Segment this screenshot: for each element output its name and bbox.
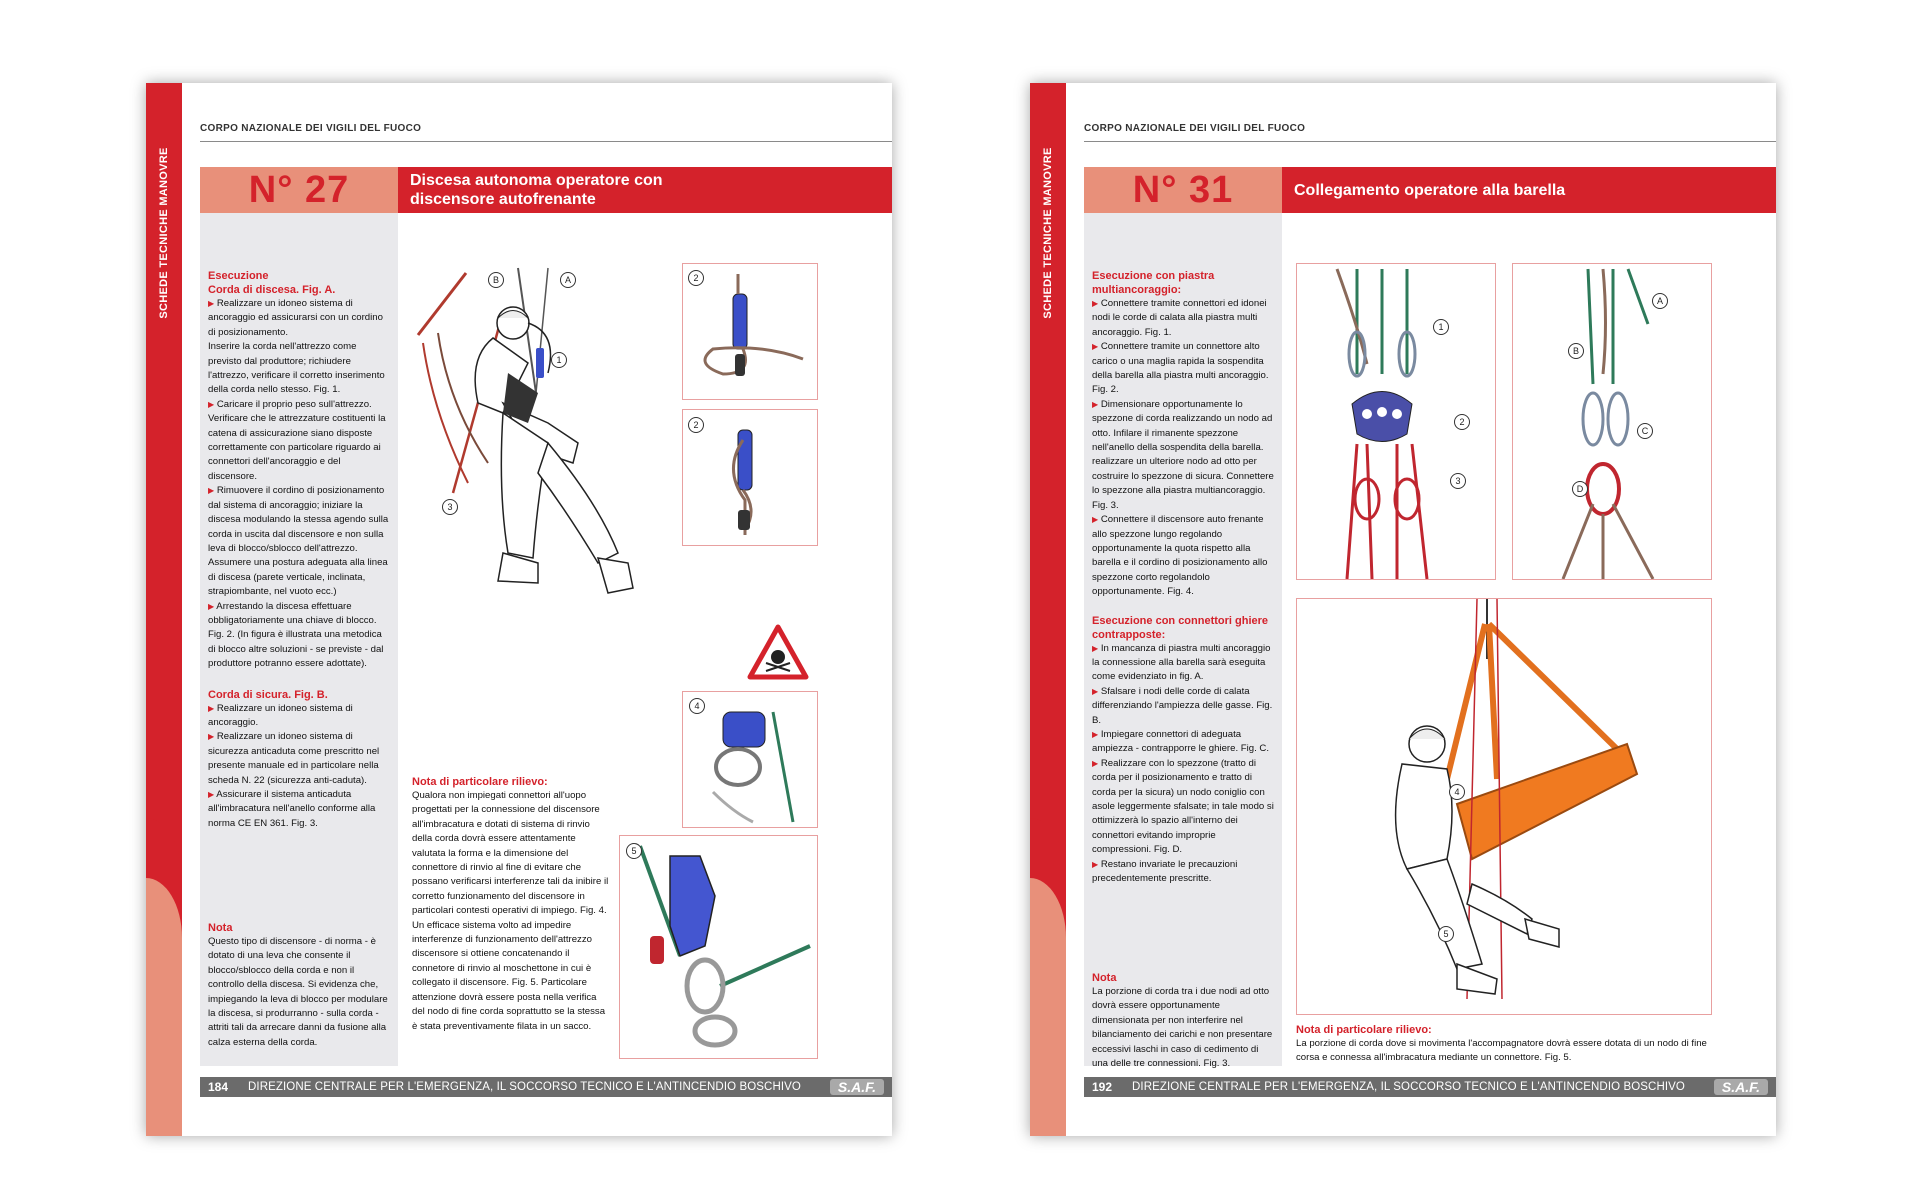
strip-label: SCHEDE TECNICHE MANOVRE [158,147,170,319]
nota-heading: Nota [208,922,233,934]
sheet-number: N° 27 [200,167,398,213]
list-item: ▶ In mancanza di piastra multi ancoraggio la connessione alla barella sarà eseguita come evidenziato in fig. A. [1092,642,1271,683]
section-subheading: Corda di discesa. Fig. A. [208,284,336,296]
figure-5-box [619,835,818,1059]
figure-label-2b: 2 [688,417,704,433]
list-item: ▶ Connettere tramite un connettore alto carico o una maglia rapida la sospendita della barella alla piastra multi ancoraggio. Fig. 2. [1092,341,1269,396]
figure-connectors-box [1512,263,1712,580]
side-strip-bottom [146,878,182,1136]
page-number: 184 [208,1080,229,1094]
figure-label-d: D [1572,481,1588,497]
warning-skull-icon [746,623,810,681]
saf-badge: S.A.F. [1714,1079,1768,1095]
nota-rilievo-heading: Nota di particolare rilievo: [1296,1024,1432,1036]
section-heading: Esecuzione con piastra multiancoraggio: [1092,270,1215,296]
figure-label-2: 2 [1454,414,1470,430]
footer-text: DIREZIONE CENTRALE PER L'EMERGENZA, IL SOCCORSO TECNICO E L'ANTINCENDIO BOSCHIVO [1132,1081,1685,1093]
page-number: 192 [1092,1080,1113,1094]
procedure-text [1092,269,1274,886]
list-item: ▶ Sfalsare i nodi delle corde di calata differenziando l'ampiezza delle gasse. Fig. B. [1092,685,1273,726]
list-item: ▶ Assicurare il sistema anticaduta all'imbracatura nell'anello conforme alla norma CE EN 361. Fig. 3. [208,789,376,829]
list-item: ▶ Realizzare un idoneo sistema di ancoraggio ed assicurarsi con un cordino di posizionamento. [208,298,383,338]
figure-label-1: 1 [1433,319,1449,335]
nota-rilievo-heading: Nota di particolare rilievo: [412,776,548,788]
nota-rilievo-text: La porzione di corda dove si movimenta l'accompagnatore dovrà essere dotata di un nodo di fine corsa e connessa all'imbracatura mediante un connettore. Fig. 5. [1296,1038,1707,1064]
list-item: ▶ Dimensionare opportunamente lo spezzone di corda realizzando un nodo ad otto. Infilare il rimanente spezzone nell'anello della sospendita della barella. realizzare un ulteriore nodo ad otto per costruire lo spezzone di sicura. Connettere lo spezzone alla piastra multiancoraggio. Fig. 3. [1092,398,1274,511]
strip-label: SCHEDE TECNICHE MANOVRE [1042,147,1054,319]
sheet-title: Collegamento operatore alla barella [1294,181,1566,199]
list-item: ▶ Arrestando la discesa effettuare obbligatoriamente una chiave di blocco. Fig. 2. (In figura è illustrata una metodica di blocco altre soluzioni - se previste - dal produttore potranno essere adottate). [208,600,384,670]
list-item: ▶ Caricare il proprio peso sull'attrezzo. Verificare che le attrezzature costituenti la catena di assicurazione siano disposte correttamente con particolare riguardo ai connettori dell'ancoraggio e del discensore. [208,398,386,482]
list-item: ▶ Connettere tramite connettori ed idonei nodi le corde di calata alla piastra multi ancoraggio. Fig. 1. [1092,298,1267,338]
nota-block [1092,971,1274,1071]
list-item: ▶ Impiegare connettori di adeguata ampiezza - contrapporre le ghiere. Fig. C. [1092,728,1270,755]
page-footer [1084,1077,1776,1097]
list-item: ▶ Realizzare un idoneo sistema di sicurezza anticaduta come prescritto nel presente manuale ed in particolare nella scheda N. 22 (sicurezza anti-caduta). [208,731,380,786]
sheet-number: N° 31 [1084,167,1282,213]
figure-label-3: 3 [442,499,458,515]
figure-label-4: 4 [689,698,705,714]
nota-rilievo-text: Qualora non impiegati connettori all'uopo progettati per la connessione del discensore all'imbracatura e dotati di sistema di rinvio della corda dovrà essere attentamente valutata la forma e la dimensione del connettore di rinvio al fine di evitare che possano verificarsi interferenze tali da inibire il corretto funzionamento del discensore in particolari contesti operativi di impiego. Fig. 4. Un efficace sistema volto ad impedire interferenze di funzionamento dell'attrezzo discensore si ottiene concatenando il connetore di rinvio al moschettone in cui è collegato il discensore. Fig. 5. Particolare attenzione dovrà essere posta nella verifica del nodo di fine corda soprattutto se la stessa è stata preventivamente filata in un sacco. [412,790,609,1032]
figure-label-5: 5 [626,843,642,859]
procedure-text [208,269,390,831]
left-page [146,83,892,1136]
saf-badge: S.A.F. [830,1079,884,1095]
page-header: CORPO NAZIONALE DEI VIGILI DEL FUOCO [200,123,422,134]
list-item: ▶ Connettere il discensore auto frenante allo spezzone lungo regolando opportunamente la quota rispetto alla barella e il cordino di posizionamento allo spezzone corto regolandolo opportunamente. Fig. 4. [1092,514,1268,598]
nota-text: La porzione di corda tra i due nodi ad otto dovrà essere opportunamente dimensionata per non interferire nel bilanciamento dei carichi e non presentare eccessivi laschi in caso di cedimento di una delle tre connessioni. Fig. 3. [1092,986,1273,1070]
figure-label-a: A [1652,293,1668,309]
figure-label-5: 5 [1438,926,1454,942]
header-rule [1084,141,1776,142]
figure-2-box [682,263,818,400]
list-item: Inserire la corda nell'attrezzo come previsto dal produttore; richiudere l'attrezzo, verificare il corretto inserimento della corda nello stesso. Fig. 1. [208,341,385,396]
right-page [1030,83,1776,1136]
list-item: ▶ Rimuovere il cordino di posizionamento dal sistema di ancoraggio; iniziare la discesa modulando la stessa agendo sulla corda in uscita dal discensore e non sulla leva di blocco/sblocco dell'attrezzo. Assumere una postura adeguata alla linea di discesa (parete verticale, inclinata, strapiombante, nel vuoto ecc.) [208,485,389,598]
figure-label-1: 1 [551,352,567,368]
nota-block [208,921,390,1050]
list-item: ▶ Realizzare con lo spezzone (tratto di corda per il posizionamento e tratto di corda per la sicura) un nodo coniglio con asole leggermente sfalsate; in tale modo si ottimizzerà lo spazio all'interno dei connettori evitando improprie compressioni. Fig. D. [1092,757,1274,856]
figure-a-climber-illustration [408,263,678,683]
figure-label-a: A [560,272,576,288]
footer-text: DIREZIONE CENTRALE PER L'EMERGENZA, IL SOCCORSO TECNICO E L'ANTINCENDIO BOSCHIVO [248,1081,801,1093]
page-header: CORPO NAZIONALE DEI VIGILI DEL FUOCO [1084,123,1306,134]
header-rule [200,141,892,142]
page-footer [200,1077,892,1097]
nota-heading: Nota [1092,972,1117,984]
section-subheading: Corda di sicura. Fig. B. [208,688,328,701]
nota-rilievo-block [1296,1023,1716,1066]
sheet-title: Discesa autonoma operatore con discensore autofrenante [410,172,663,208]
side-strip-bottom [1030,878,1066,1136]
nota-rilievo-block [412,775,610,1034]
nota-text: Questo tipo di discensore - di norma - è dotato di una leva che consente il blocco/sblocco della corda e non il controllo della discesa. Si evidenza che, impiegando la leva di blocco per modulare la discesa, si produrranno - sulla corda - attriti tali da arrecare danni da fusione alla calza esterna della corda. [208,936,388,1048]
figure-label-b: B [1568,343,1584,359]
section-heading: Esecuzione [208,270,269,282]
figure-label-3: 3 [1450,473,1466,489]
figure-label-b: B [488,272,504,288]
figure-label-2: 2 [688,270,704,286]
list-item: ▶ Restano invariate le precauzioni precedentemente prescritte. [1092,858,1238,885]
figure-label-4: 4 [1449,784,1465,800]
section-heading: Esecuzione con connettori ghiere contrapposte: [1092,614,1269,641]
list-item: ▶ Realizzare un idoneo sistema di ancoraggio. [208,702,353,728]
figure-stretcher-box [1296,598,1712,1015]
figure-label-c: C [1637,423,1653,439]
